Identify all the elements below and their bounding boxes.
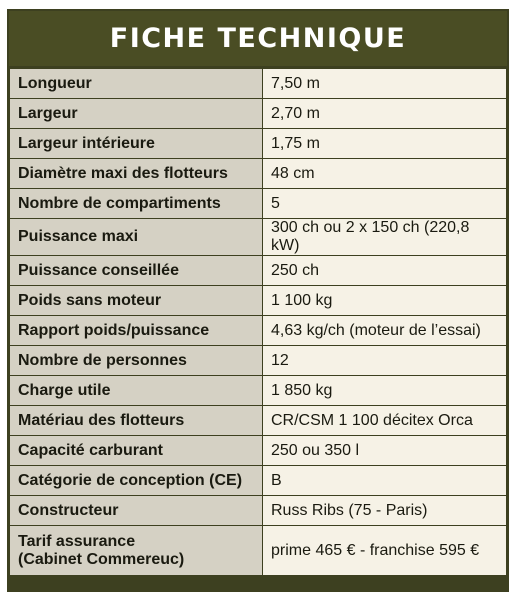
row-label: Puissance maxi <box>10 219 263 256</box>
table-row <box>10 436 507 466</box>
row-label: Largeur intérieure <box>10 129 263 159</box>
table-row <box>10 256 507 286</box>
row-value: 4,63 kg/ch (moteur de l’essai) <box>263 316 507 346</box>
row-label: Nombre de compartiments <box>10 189 263 219</box>
row-value: 1 100 kg <box>263 286 507 316</box>
row-label: Rapport poids/puissance <box>10 316 263 346</box>
table-row <box>10 496 507 526</box>
table-row <box>10 376 507 406</box>
table-row <box>10 286 507 316</box>
row-label: Nombre de personnes <box>10 346 263 376</box>
table-row <box>10 99 507 129</box>
row-value: prime 465 € - franchise 595 € <box>263 526 507 576</box>
spec-table <box>9 68 507 576</box>
spec-sheet <box>7 9 509 592</box>
row-label: Constructeur <box>10 496 263 526</box>
table-row <box>10 189 507 219</box>
row-value: 250 ou 350 l <box>263 436 507 466</box>
row-label: Longueur <box>10 69 263 99</box>
table-row <box>10 406 507 436</box>
row-value: 5 <box>263 189 507 219</box>
row-label <box>10 526 263 576</box>
row-value: 1,75 m <box>263 129 507 159</box>
row-value: 48 cm <box>263 159 507 189</box>
table-row <box>10 526 507 576</box>
row-value: 12 <box>263 346 507 376</box>
row-value: Russ Ribs (75 - Paris) <box>263 496 507 526</box>
row-label: Charge utile <box>10 376 263 406</box>
row-value: CR/CSM 1 100 décitex Orca <box>263 406 507 436</box>
row-label-line-2: (Cabinet Commereuc) <box>18 550 185 568</box>
table-row <box>10 219 507 256</box>
row-value: 300 ch ou 2 x 150 ch (220,8 kW) <box>263 219 507 256</box>
table-row <box>10 129 507 159</box>
row-label: Largeur <box>10 99 263 129</box>
row-value: B <box>263 466 507 496</box>
row-label: Capacité carburant <box>10 436 263 466</box>
table-row <box>10 159 507 189</box>
row-value: 2,70 m <box>263 99 507 129</box>
row-value: 1 850 kg <box>263 376 507 406</box>
table-row <box>10 316 507 346</box>
row-value: 250 ch <box>263 256 507 286</box>
table-row <box>10 69 507 99</box>
row-label: Diamètre maxi des flotteurs <box>10 159 263 189</box>
row-label: Poids sans moteur <box>10 286 263 316</box>
table-row <box>10 346 507 376</box>
row-label: Puissance conseillée <box>10 256 263 286</box>
sheet-title: FICHE TECHNIQUE <box>109 23 407 54</box>
row-label: Catégorie de conception (CE) <box>10 466 263 496</box>
table-row <box>10 466 507 496</box>
row-label: Matériau des flotteurs <box>10 406 263 436</box>
row-label-line-1: Tarif assurance <box>18 532 136 550</box>
row-value: 7,50 m <box>263 69 507 99</box>
title-bar <box>9 11 507 68</box>
